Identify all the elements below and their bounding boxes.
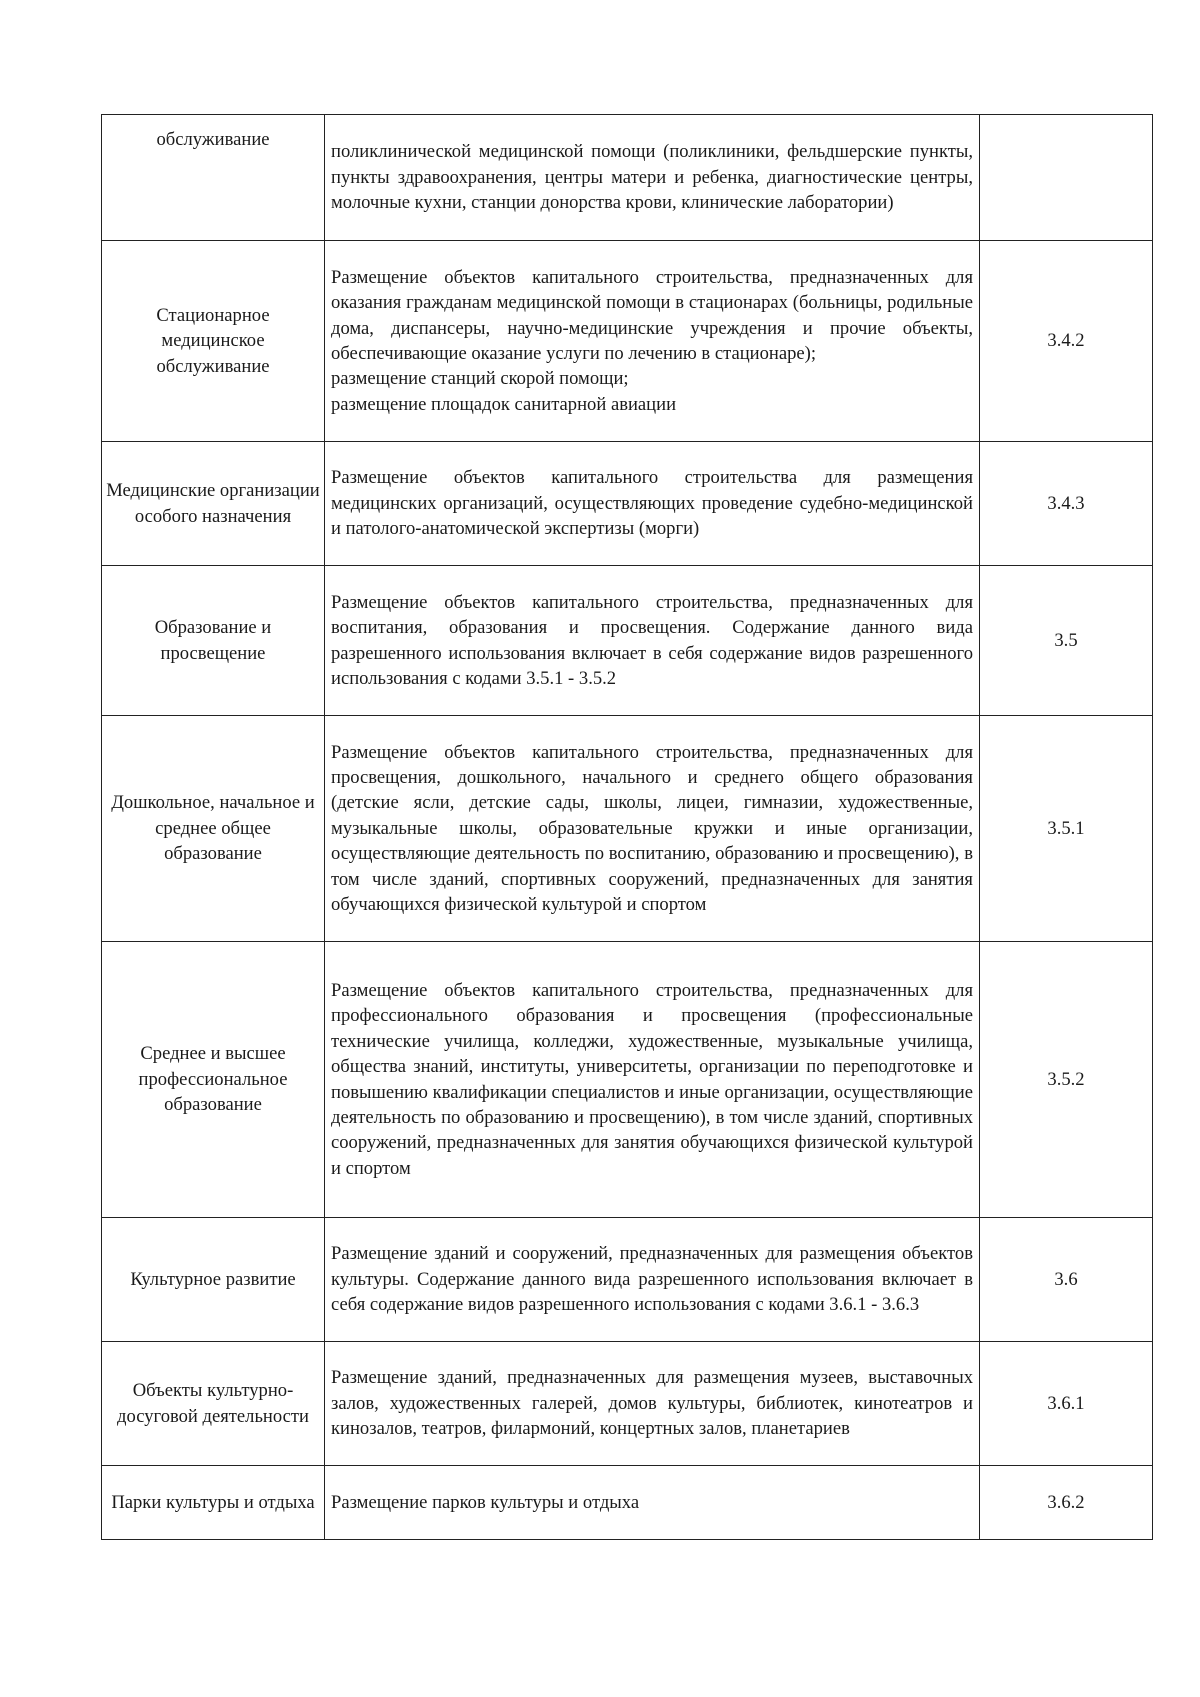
table-row [102, 442, 1153, 566]
row-description [325, 1342, 980, 1466]
row-name: Среднее и высшее профессиональное образование [102, 942, 325, 1218]
row-description [325, 716, 980, 942]
row-code: 3.5.1 [980, 716, 1153, 942]
row-description [325, 442, 980, 566]
row-name: Парки культуры и отдыха [102, 1466, 325, 1540]
row-name: Объекты культурно-досуговой деятельности [102, 1342, 325, 1466]
row-code: 3.5.2 [980, 942, 1153, 1218]
description-line: Размещение объектов капитального строительства, предназначенных для оказания гражданам медицинской помощи в стационарах (больницы, родильные дома, диспансеры, научно-медицинские учреждения и прочие объекты, обеспечивающие оказание услуги по лечению в стационаре); [331, 266, 973, 364]
row-description [325, 566, 980, 716]
table-row [102, 942, 1153, 1218]
description-line: поликлинической медицинской помощи (поликлиники, фельдшерские пункты, пункты здравоохранения, центры матери и ребенка, диагностические центры, молочные кухни, станции донорства крови, клинические лаборатории) [331, 141, 973, 214]
description-line: Размещение зданий и сооружений, предназначенных для размещения объектов культуры. Содержание данного вида разрешенного использования включает в себя содержание видов разрешенного использования с кодами 3.6.1 - 3.6.3 [331, 1243, 973, 1316]
row-name: Медицинские организации особого назначения [102, 442, 325, 566]
row-code: 3.4.3 [980, 442, 1153, 566]
land-use-table [101, 114, 1153, 1540]
table-row [102, 1218, 1153, 1342]
table-row [102, 716, 1153, 942]
description-line: Размещение объектов капитального строительства для размещения медицинских организаций, осуществляющих проведение судебно-медицинской и патолого-анатомической экспертизы (морги) [331, 467, 973, 540]
table-row [102, 1342, 1153, 1466]
row-code: 3.4.2 [980, 241, 1153, 442]
row-code [980, 115, 1153, 241]
row-code: 3.5 [980, 566, 1153, 716]
table-row [102, 115, 1153, 241]
row-code: 3.6 [980, 1218, 1153, 1342]
description-line: Размещение объектов капитального строительства, предназначенных для просвещения, дошкольного, начального и среднего общего образования (детские ясли, детские сады, школы, лицеи, гимназии, художественные, музыкальные школы, образовательные кружки и иные организации, осуществляющие деятельность по воспитанию, образованию и просвещению), в том числе зданий, спортивных сооружений, предназначенных для занятия обучающихся физической культурой и спортом [331, 741, 973, 916]
row-name: Стационарное медицинское обслуживание [102, 241, 325, 442]
row-code: 3.6.1 [980, 1342, 1153, 1466]
row-description [325, 1218, 980, 1342]
row-name: Образование и просвещение [102, 566, 325, 716]
description-line: Размещение парков культуры и отдыха [331, 1491, 640, 1513]
row-description [325, 942, 980, 1218]
row-description [325, 241, 980, 442]
description-line: размещение станций скорой помощи; [331, 368, 629, 390]
description-line: Размещение зданий, предназначенных для размещения музеев, выставочных залов, художественных галерей, домов культуры, библиотек, кинотеатров и кинозалов, театров, филармоний, концертных залов, планетариев [331, 1367, 973, 1440]
table-row [102, 566, 1153, 716]
row-description [325, 1466, 980, 1540]
description-line: размещение площадок санитарной авиации [331, 393, 677, 415]
description-line: Размещение объектов капитального строительства, предназначенных для воспитания, образования и просвещения. Содержание данного вида разрешенного использования включает в себя содержание видов разрешенного использования с кодами 3.5.1 - 3.5.2 [331, 591, 973, 689]
row-name: обслуживание [102, 115, 325, 241]
description-line: Размещение объектов капитального строительства, предназначенных для профессионального образования и просвещения (профессиональные технические училища, колледжи, художественные, музыкальные училища, общества знаний, институты, университеты, организации по переподготовке и повышению квалификации специалистов и иные организации, осуществляющие деятельность по образованию и просвещению), в том числе зданий, спортивных сооружений, предназначенных для занятия обучающихся физической культурой и спортом [331, 979, 973, 1179]
table-row [102, 1466, 1153, 1540]
row-code: 3.6.2 [980, 1466, 1153, 1540]
table-row [102, 241, 1153, 442]
row-description [325, 115, 980, 241]
row-name: Культурное развитие [102, 1218, 325, 1342]
table-body [102, 115, 1153, 1540]
row-name: Дошкольное, начальное и среднее общее образование [102, 716, 325, 942]
